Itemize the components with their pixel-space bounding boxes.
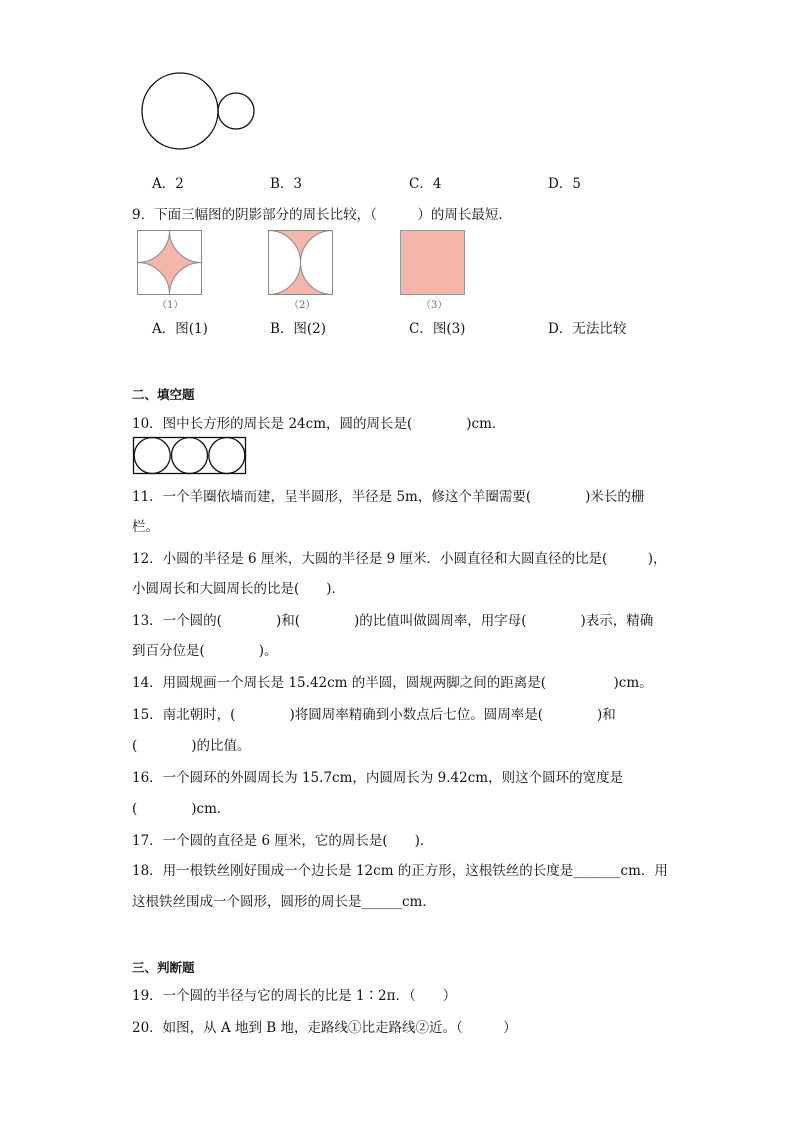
q12-line2: 小圆周长和大圆周长的比是( )．: [132, 581, 346, 597]
q15-line2: ( )的比值。: [132, 738, 251, 754]
q9-figure-3: [400, 230, 466, 296]
q9-caption-3: （3）: [421, 300, 448, 311]
q8-option-b[interactable]: B．3: [270, 176, 303, 192]
q9-text: 9．下面三幅图的阴影部分的周长比较，（ ）的周长最短．: [132, 207, 512, 223]
q13-line2: 到百分位是( )。: [132, 643, 278, 659]
q16-line1: 16．一个圆环的外圆周长为 15.7cm，内圆周长为 9.42cm，则这个圆环的宽度是: [132, 770, 624, 786]
q18-line1: 18．用一根铁丝刚好围成一个边长是 12cm 的正方形，这根铁丝的长度是_______cm．用: [132, 863, 668, 879]
q16-line2: ( )cm．: [132, 801, 231, 817]
q19-text: 19．一个圆的半径与它的周长的比是 1∶2π．（ ）: [132, 988, 457, 1004]
q9-option-c[interactable]: C．图(3): [409, 321, 466, 337]
circle-1: [134, 438, 170, 474]
q10-text: 10．图中长方形的周长是 24cm，圆的周长是( )cm．: [132, 416, 506, 432]
two-circles-figure: [140, 72, 260, 156]
q9-caption-2: （2）: [289, 300, 316, 311]
q9-figure-1: [137, 230, 203, 296]
q9-caption-1: （1）: [157, 300, 184, 311]
q11-line1: 11．一个羊圈依墙而建，呈半圆形，半径是 5m，修这个羊圈需要( )米长的栅: [132, 489, 645, 505]
q17-text: 17．一个圆的直径是 6 厘米，它的周长是( )．: [132, 833, 434, 849]
q11-line2: 栏。: [132, 519, 159, 535]
q8-option-c[interactable]: C．4: [409, 176, 442, 192]
q20-text: 20．如图，从 A 地到 B 地，走路线①比走路线②近。（ ）: [132, 1020, 517, 1036]
q9-option-a[interactable]: A．图(1): [152, 321, 208, 337]
circle-2: [172, 438, 208, 474]
rectangle: [134, 438, 246, 474]
q9-option-d[interactable]: D．无法比较: [548, 321, 627, 337]
section-judgement-title: 三、判断题: [132, 960, 195, 975]
q8-option-a[interactable]: A．2: [152, 176, 184, 192]
q8-option-d[interactable]: D．5: [548, 176, 581, 192]
q14-text: 14．用圆规画一个周长是 15.42cm 的半圆，圆规两脚之间的距离是( )cm。: [132, 675, 653, 691]
section-fill-in-title: 二、填空题: [132, 387, 195, 402]
q9-figure-2: [268, 230, 334, 296]
q10-figure: [133, 437, 247, 475]
large-circle: [142, 73, 218, 149]
circle-3: [209, 438, 245, 474]
small-circle: [218, 93, 254, 129]
q13-line1: 13．一个圆的( )和( )的比值叫做圆周率，用字母( )表示，精确: [132, 613, 654, 629]
q18-line2: 这根铁丝围成一个圆形，圆形的周长是______cm．: [132, 894, 436, 910]
q9-option-b[interactable]: B．图(2): [270, 321, 327, 337]
q12-line1: 12．小圆的半径是 6 厘米，大圆的半径是 9 厘米．小圆直径和大圆直径的比是( )，: [132, 551, 667, 567]
q15-line1: 15．南北朝时，( )将圆周率精确到小数点后七位。圆周率是( )和: [132, 707, 616, 723]
